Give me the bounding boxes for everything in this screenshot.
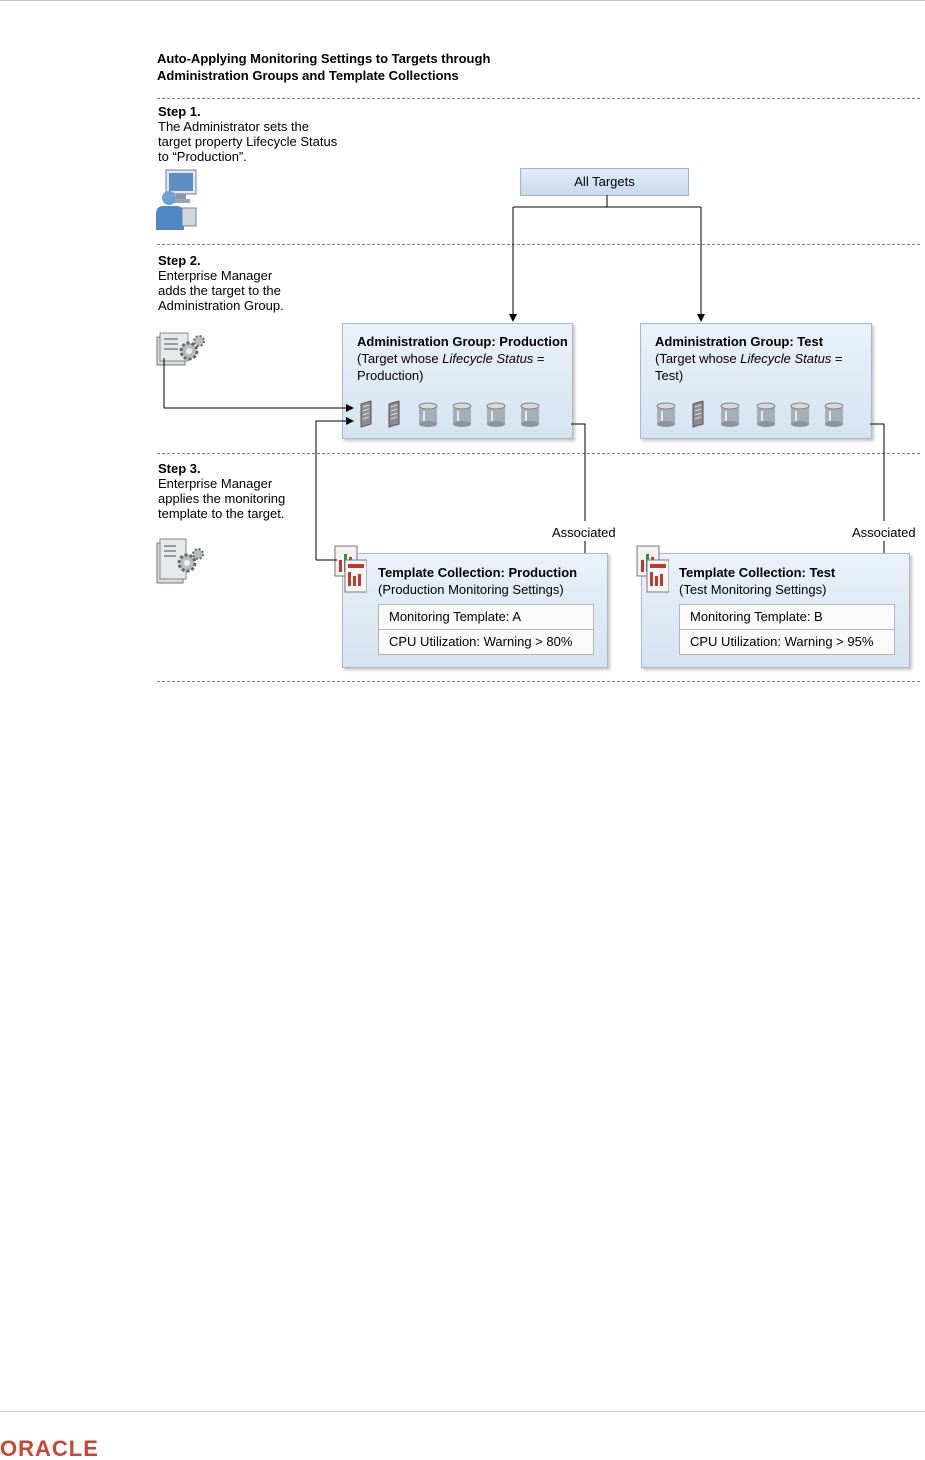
- step-1-label: Step 1.: [158, 104, 201, 119]
- admin-group-production-desc: (Target whose Lifecycle Status =: [357, 351, 545, 366]
- template-collection-production-title: Template Collection: Production: [378, 565, 578, 580]
- step-2-line-1: Enterprise Manager: [158, 268, 273, 283]
- cpu-threshold-production-row: CPU Utilization: Warning > 80%: [378, 629, 594, 655]
- step-3-line-3: template to the target.: [158, 506, 285, 521]
- admin-group-production-desc-2: Production): [357, 368, 424, 383]
- title-line-2: Administration Groups and Template Collections: [157, 68, 459, 83]
- associated-label-production: Associated: [552, 525, 616, 540]
- svg-text:ORACLE: ORACLE: [0, 1437, 99, 1459]
- connector-lines: [0, 0, 925, 700]
- step-3-line-1: Enterprise Manager: [158, 476, 273, 491]
- admin-group-production-title: Administration Group: Production: [357, 334, 568, 349]
- step-1-line-3: to “Production”.: [158, 149, 247, 164]
- title-line-1: Auto-Applying Monitoring Settings to Targets through: [157, 51, 491, 66]
- step-2-label: Step 2.: [158, 253, 201, 268]
- step-1-line-1: The Administrator sets the: [158, 119, 310, 134]
- template-collection-test-desc: (Test Monitoring Settings): [679, 582, 827, 597]
- oracle-logo: [0, 1437, 130, 1459]
- admin-group-test-desc-2: Test): [655, 368, 684, 383]
- step-2-line-2: adds the target to the: [158, 283, 281, 298]
- step-1-line-2: target property Lifecycle Status: [158, 134, 338, 149]
- monitoring-template-b-row: Monitoring Template: B: [679, 604, 895, 630]
- admin-group-test-title: Administration Group: Test: [655, 334, 824, 349]
- step-3-line-2: applies the monitoring: [158, 491, 286, 506]
- admin-group-test-desc: (Target whose Lifecycle Status =: [655, 351, 843, 366]
- step-2-line-3: Administration Group.: [158, 298, 284, 313]
- bottom-rule: [0, 1411, 925, 1412]
- cpu-threshold-test-row: CPU Utilization: Warning > 95%: [679, 629, 895, 655]
- all-targets-box: All Targets: [520, 168, 689, 196]
- template-collection-test-title: Template Collection: Test: [679, 565, 836, 580]
- associated-label-test: Associated: [852, 525, 916, 540]
- step-3-label: Step 3.: [158, 461, 201, 476]
- monitoring-template-a-row: Monitoring Template: A: [378, 604, 594, 630]
- template-collection-production-desc: (Production Monitoring Settings): [378, 582, 564, 597]
